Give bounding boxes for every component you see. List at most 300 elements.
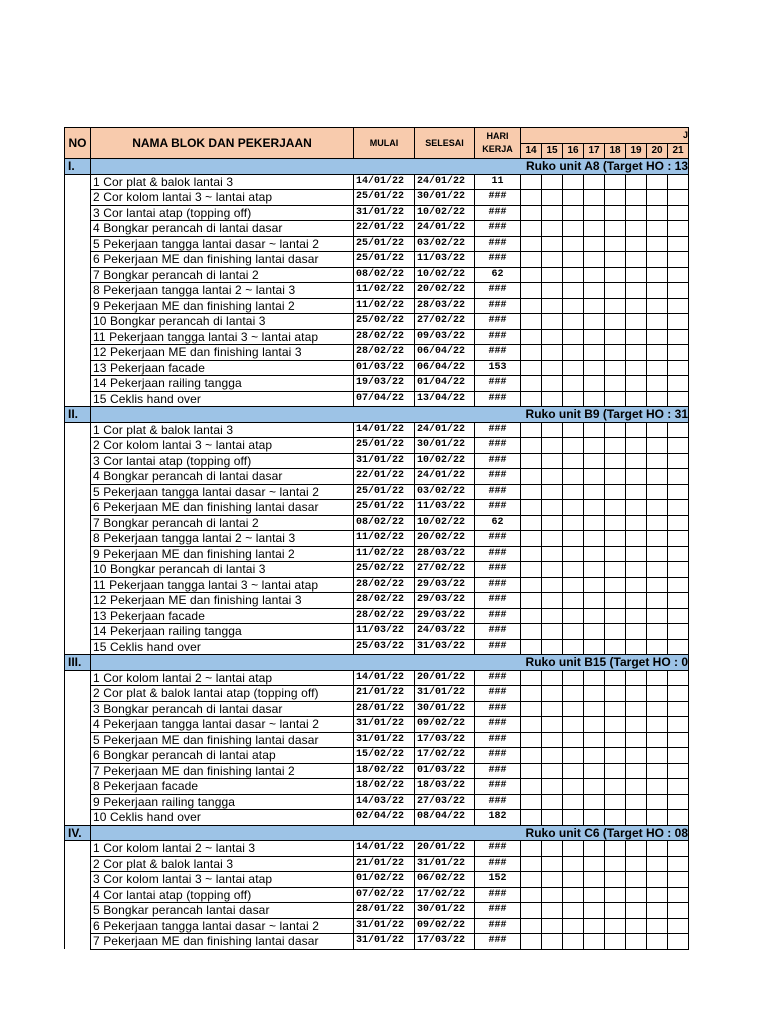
gantt-day-cell — [542, 531, 563, 547]
gantt-day-cell — [626, 732, 647, 748]
task-no-cell — [65, 469, 91, 485]
gantt-day-cell — [626, 810, 647, 826]
gantt-day-cell — [605, 376, 626, 392]
gantt-day-cell — [626, 763, 647, 779]
section-title: Ruko unit A8 (Target HO : 13 — [91, 159, 689, 175]
gantt-day-cell — [626, 500, 647, 516]
gantt-day-cell — [605, 453, 626, 469]
task-work-days: ### — [475, 717, 521, 733]
task-end-date: 24/03/22 — [415, 624, 475, 640]
task-no-cell — [65, 345, 91, 361]
task-start-date: 31/01/22 — [354, 732, 415, 748]
gantt-day-cell — [605, 701, 626, 717]
gantt-day-cell — [521, 252, 542, 268]
task-row — [65, 732, 689, 748]
gantt-day-cell — [563, 639, 584, 655]
task-name: 12 Pekerjaan ME dan finishing lantai 3 — [91, 593, 354, 609]
task-row — [65, 531, 689, 547]
gantt-day-cell — [584, 717, 605, 733]
task-name: 8 Pekerjaan tangga lantai 2 ~ lantai 3 — [91, 531, 354, 547]
gantt-day-cell — [542, 252, 563, 268]
task-name: 15 Ceklis hand over — [91, 391, 354, 407]
gantt-day-cell — [626, 469, 647, 485]
gantt-day-cell — [563, 732, 584, 748]
gantt-day-cell — [521, 841, 542, 857]
task-no-cell — [65, 546, 91, 562]
gantt-day-cell — [542, 314, 563, 330]
task-name: 8 Pekerjaan tangga lantai 2 ~ lantai 3 — [91, 283, 354, 299]
gantt-day-cell — [605, 639, 626, 655]
gantt-day-cell — [668, 546, 689, 562]
gantt-day-cell — [647, 562, 668, 578]
gantt-day-cell — [668, 329, 689, 345]
task-row — [65, 670, 689, 686]
task-row — [65, 872, 689, 888]
gantt-day-cell — [605, 391, 626, 407]
header-day: 14 — [521, 143, 542, 159]
gantt-day-cell — [542, 298, 563, 314]
task-name: 10 Bongkar perancah di lantai 3 — [91, 314, 354, 330]
gantt-day-cell — [563, 624, 584, 640]
gantt-day-cell — [668, 531, 689, 547]
gantt-day-cell — [584, 500, 605, 516]
gantt-day-cell — [605, 608, 626, 624]
task-work-days: ### — [475, 469, 521, 485]
task-start-date: 25/01/22 — [354, 236, 415, 252]
task-start-date: 25/01/22 — [354, 190, 415, 206]
task-work-days: ### — [475, 252, 521, 268]
task-row — [65, 856, 689, 872]
task-end-date: 28/03/22 — [415, 298, 475, 314]
task-work-days: 11 — [475, 174, 521, 190]
task-start-date: 25/01/22 — [354, 438, 415, 454]
task-work-days: ### — [475, 221, 521, 237]
schedule-table — [64, 127, 689, 950]
task-name: 6 Pekerjaan tangga lantai dasar ~ lantai 2 — [91, 918, 354, 934]
gantt-day-cell — [521, 531, 542, 547]
task-start-date: 31/01/22 — [354, 453, 415, 469]
gantt-day-cell — [647, 500, 668, 516]
gantt-day-cell — [584, 918, 605, 934]
task-name: 5 Pekerjaan ME dan finishing lantai dasar — [91, 732, 354, 748]
task-name: 10 Ceklis hand over — [91, 810, 354, 826]
task-end-date: 24/01/22 — [415, 174, 475, 190]
task-work-days: ### — [475, 531, 521, 547]
gantt-day-cell — [563, 763, 584, 779]
task-no-cell — [65, 856, 91, 872]
task-row — [65, 236, 689, 252]
gantt-day-cell — [668, 593, 689, 609]
gantt-day-cell — [584, 810, 605, 826]
gantt-day-cell — [521, 856, 542, 872]
task-work-days: ### — [475, 763, 521, 779]
gantt-day-cell — [542, 856, 563, 872]
task-start-date: 07/04/22 — [354, 391, 415, 407]
gantt-day-cell — [563, 345, 584, 361]
gantt-day-cell — [605, 732, 626, 748]
gantt-day-cell — [626, 329, 647, 345]
header-day: 15 — [542, 143, 563, 159]
task-name: 3 Cor lantai atap (topping off) — [91, 205, 354, 221]
gantt-day-cell — [626, 934, 647, 950]
gantt-day-cell — [626, 438, 647, 454]
task-name: 12 Pekerjaan ME dan finishing lantai 3 — [91, 345, 354, 361]
gantt-day-cell — [626, 686, 647, 702]
gantt-day-cell — [647, 794, 668, 810]
task-work-days: ### — [475, 841, 521, 857]
task-work-days: ### — [475, 779, 521, 795]
gantt-day-cell — [521, 174, 542, 190]
task-no-cell — [65, 314, 91, 330]
task-row — [65, 314, 689, 330]
gantt-day-cell — [647, 484, 668, 500]
gantt-day-cell — [563, 608, 584, 624]
gantt-day-cell — [542, 577, 563, 593]
gantt-day-cell — [668, 391, 689, 407]
gantt-day-cell — [584, 360, 605, 376]
task-row — [65, 624, 689, 640]
gantt-day-cell — [626, 918, 647, 934]
gantt-day-cell — [647, 748, 668, 764]
section-number: IV. — [65, 825, 91, 841]
task-end-date: 09/03/22 — [415, 329, 475, 345]
gantt-day-cell — [521, 794, 542, 810]
gantt-day-cell — [584, 779, 605, 795]
task-end-date: 09/02/22 — [415, 717, 475, 733]
gantt-day-cell — [521, 298, 542, 314]
gantt-day-cell — [626, 391, 647, 407]
task-work-days: ### — [475, 205, 521, 221]
task-no-cell — [65, 794, 91, 810]
section-number: III. — [65, 655, 91, 671]
gantt-day-cell — [542, 732, 563, 748]
gantt-day-cell — [563, 577, 584, 593]
task-name: 14 Pekerjaan railing tangga — [91, 624, 354, 640]
gantt-day-cell — [626, 345, 647, 361]
gantt-day-cell — [542, 453, 563, 469]
task-no-cell — [65, 608, 91, 624]
task-row — [65, 484, 689, 500]
gantt-day-cell — [647, 391, 668, 407]
gantt-day-cell — [563, 205, 584, 221]
gantt-day-cell — [521, 205, 542, 221]
task-end-date: 11/03/22 — [415, 500, 475, 516]
gantt-day-cell — [542, 190, 563, 206]
gantt-day-cell — [563, 252, 584, 268]
gantt-day-cell — [542, 779, 563, 795]
task-name: 14 Pekerjaan railing tangga — [91, 376, 354, 392]
section-title: Ruko unit B9 (Target HO : 31 — [91, 407, 689, 423]
gantt-day-cell — [626, 531, 647, 547]
task-no-cell — [65, 376, 91, 392]
gantt-day-cell — [563, 391, 584, 407]
task-start-date: 25/03/22 — [354, 639, 415, 655]
task-work-days: ### — [475, 887, 521, 903]
task-name: 5 Pekerjaan tangga lantai dasar ~ lantai 2 — [91, 484, 354, 500]
task-name: 10 Bongkar perancah di lantai 3 — [91, 562, 354, 578]
task-no-cell — [65, 918, 91, 934]
gantt-day-cell — [542, 267, 563, 283]
gantt-day-cell — [668, 267, 689, 283]
task-work-days: ### — [475, 500, 521, 516]
gantt-day-cell — [542, 639, 563, 655]
gantt-day-cell — [521, 639, 542, 655]
header-day: 18 — [605, 143, 626, 159]
gantt-day-cell — [647, 469, 668, 485]
gantt-day-cell — [626, 252, 647, 268]
task-start-date: 14/01/22 — [354, 422, 415, 438]
task-start-date: 28/02/22 — [354, 329, 415, 345]
task-row — [65, 918, 689, 934]
gantt-day-cell — [521, 732, 542, 748]
task-no-cell — [65, 484, 91, 500]
task-row — [65, 887, 689, 903]
task-row — [65, 810, 689, 826]
task-row — [65, 794, 689, 810]
gantt-day-cell — [626, 453, 647, 469]
gantt-day-cell — [647, 314, 668, 330]
gantt-day-cell — [563, 515, 584, 531]
task-work-days: ### — [475, 314, 521, 330]
gantt-day-cell — [542, 205, 563, 221]
gantt-day-cell — [668, 763, 689, 779]
gantt-day-cell — [542, 283, 563, 299]
task-start-date: 25/01/22 — [354, 252, 415, 268]
gantt-day-cell — [563, 872, 584, 888]
task-row — [65, 221, 689, 237]
task-no-cell — [65, 639, 91, 655]
gantt-day-cell — [521, 453, 542, 469]
gantt-day-cell — [542, 701, 563, 717]
task-start-date: 31/01/22 — [354, 934, 415, 950]
gantt-day-cell — [584, 903, 605, 919]
task-end-date: 18/03/22 — [415, 779, 475, 795]
task-end-date: 28/03/22 — [415, 546, 475, 562]
section-title: Ruko unit B15 (Target HO : 0 — [91, 655, 689, 671]
task-name: 6 Pekerjaan ME dan finishing lantai dasar — [91, 252, 354, 268]
gantt-day-cell — [605, 934, 626, 950]
task-no-cell — [65, 577, 91, 593]
task-work-days: 182 — [475, 810, 521, 826]
gantt-day-cell — [605, 298, 626, 314]
task-start-date: 22/01/22 — [354, 221, 415, 237]
task-work-days: ### — [475, 190, 521, 206]
task-row — [65, 298, 689, 314]
task-end-date: 17/03/22 — [415, 732, 475, 748]
task-row — [65, 283, 689, 299]
gantt-day-cell — [542, 763, 563, 779]
gantt-day-cell — [647, 360, 668, 376]
section-number: II. — [65, 407, 91, 423]
gantt-day-cell — [584, 531, 605, 547]
task-end-date: 29/03/22 — [415, 608, 475, 624]
task-row — [65, 717, 689, 733]
task-name: 3 Cor kolom lantai 3 ~ lantai atap — [91, 872, 354, 888]
gantt-day-cell — [626, 841, 647, 857]
task-start-date: 14/01/22 — [354, 670, 415, 686]
gantt-day-cell — [563, 748, 584, 764]
task-work-days: ### — [475, 748, 521, 764]
gantt-day-cell — [626, 872, 647, 888]
gantt-day-cell — [584, 686, 605, 702]
gantt-day-cell — [542, 422, 563, 438]
task-start-date: 31/01/22 — [354, 205, 415, 221]
gantt-day-cell — [668, 732, 689, 748]
gantt-day-cell — [584, 593, 605, 609]
gantt-day-cell — [521, 236, 542, 252]
task-start-date: 28/02/22 — [354, 608, 415, 624]
task-no-cell — [65, 717, 91, 733]
gantt-day-cell — [605, 267, 626, 283]
task-end-date: 31/01/22 — [415, 856, 475, 872]
gantt-day-cell — [563, 686, 584, 702]
gantt-day-cell — [584, 701, 605, 717]
gantt-day-cell — [563, 376, 584, 392]
task-start-date: 21/01/22 — [354, 686, 415, 702]
task-row — [65, 422, 689, 438]
gantt-day-cell — [626, 267, 647, 283]
task-end-date: 11/03/22 — [415, 252, 475, 268]
task-work-days: ### — [475, 639, 521, 655]
gantt-day-cell — [605, 205, 626, 221]
gantt-day-cell — [605, 469, 626, 485]
task-name: 3 Cor lantai atap (topping off) — [91, 453, 354, 469]
gantt-day-cell — [605, 360, 626, 376]
header-selesai: SELESAI — [415, 128, 475, 159]
task-no-cell — [65, 872, 91, 888]
task-no-cell — [65, 515, 91, 531]
gantt-day-cell — [563, 267, 584, 283]
task-row — [65, 562, 689, 578]
task-row — [65, 500, 689, 516]
gantt-day-cell — [521, 546, 542, 562]
gantt-day-cell — [521, 438, 542, 454]
task-end-date: 10/02/22 — [415, 515, 475, 531]
gantt-day-cell — [647, 438, 668, 454]
gantt-day-cell — [668, 515, 689, 531]
gantt-day-cell — [521, 763, 542, 779]
task-no-cell — [65, 531, 91, 547]
gantt-day-cell — [668, 221, 689, 237]
task-row — [65, 190, 689, 206]
gantt-day-cell — [521, 872, 542, 888]
task-start-date: 08/02/22 — [354, 515, 415, 531]
gantt-day-cell — [521, 686, 542, 702]
task-work-days: ### — [475, 236, 521, 252]
gantt-day-cell — [563, 329, 584, 345]
task-row — [65, 360, 689, 376]
gantt-day-cell — [584, 252, 605, 268]
task-start-date: 28/01/22 — [354, 903, 415, 919]
gantt-day-cell — [542, 221, 563, 237]
gantt-day-cell — [647, 686, 668, 702]
task-no-cell — [65, 190, 91, 206]
task-no-cell — [65, 670, 91, 686]
gantt-day-cell — [584, 841, 605, 857]
task-end-date: 30/01/22 — [415, 438, 475, 454]
task-no-cell — [65, 748, 91, 764]
task-end-date: 10/02/22 — [415, 267, 475, 283]
gantt-day-cell — [647, 283, 668, 299]
task-start-date: 11/02/22 — [354, 531, 415, 547]
gantt-day-cell — [605, 763, 626, 779]
task-end-date: 10/02/22 — [415, 453, 475, 469]
task-name: 4 Pekerjaan tangga lantai dasar ~ lantai 2 — [91, 717, 354, 733]
gantt-day-cell — [521, 422, 542, 438]
gantt-day-cell — [668, 236, 689, 252]
task-no-cell — [65, 236, 91, 252]
gantt-day-cell — [647, 298, 668, 314]
task-work-days: ### — [475, 732, 521, 748]
gantt-day-cell — [605, 515, 626, 531]
gantt-day-cell — [668, 779, 689, 795]
gantt-day-cell — [584, 748, 605, 764]
task-row — [65, 903, 689, 919]
task-start-date: 28/02/22 — [354, 593, 415, 609]
task-no-cell — [65, 252, 91, 268]
task-work-days: ### — [475, 577, 521, 593]
task-name: 11 Pekerjaan tangga lantai 3 ~ lantai atap — [91, 577, 354, 593]
gantt-day-cell — [521, 608, 542, 624]
task-name: 3 Bongkar perancah di lantai dasar — [91, 701, 354, 717]
gantt-day-cell — [647, 221, 668, 237]
gantt-day-cell — [584, 422, 605, 438]
gantt-day-cell — [521, 810, 542, 826]
gantt-day-cell — [584, 934, 605, 950]
gantt-day-cell — [563, 918, 584, 934]
task-name: 9 Pekerjaan railing tangga — [91, 794, 354, 810]
gantt-day-cell — [605, 546, 626, 562]
gantt-day-cell — [521, 593, 542, 609]
gantt-day-cell — [626, 546, 647, 562]
gantt-day-cell — [521, 345, 542, 361]
task-end-date: 01/03/22 — [415, 763, 475, 779]
gantt-day-cell — [521, 221, 542, 237]
task-name: 2 Cor kolom lantai 3 ~ lantai atap — [91, 438, 354, 454]
gantt-day-cell — [668, 500, 689, 516]
task-start-date: 14/03/22 — [354, 794, 415, 810]
task-row — [65, 686, 689, 702]
task-no-cell — [65, 438, 91, 454]
gantt-day-cell — [563, 934, 584, 950]
gantt-day-cell — [542, 794, 563, 810]
gantt-day-cell — [668, 810, 689, 826]
task-no-cell — [65, 841, 91, 857]
gantt-day-cell — [521, 500, 542, 516]
gantt-day-cell — [563, 469, 584, 485]
task-end-date: 03/02/22 — [415, 484, 475, 500]
task-name: 13 Pekerjaan facade — [91, 608, 354, 624]
gantt-day-cell — [626, 562, 647, 578]
gantt-day-cell — [563, 887, 584, 903]
gantt-day-cell — [668, 903, 689, 919]
gantt-day-cell — [626, 314, 647, 330]
task-end-date: 20/02/22 — [415, 283, 475, 299]
gantt-day-cell — [626, 624, 647, 640]
task-row — [65, 469, 689, 485]
gantt-day-cell — [647, 174, 668, 190]
task-work-days: ### — [475, 608, 521, 624]
gantt-day-cell — [584, 624, 605, 640]
gantt-day-cell — [584, 546, 605, 562]
gantt-day-cell — [584, 221, 605, 237]
gantt-day-cell — [605, 236, 626, 252]
gantt-day-cell — [563, 810, 584, 826]
gantt-day-cell — [605, 686, 626, 702]
task-start-date: 19/03/22 — [354, 376, 415, 392]
gantt-day-cell — [563, 314, 584, 330]
task-name: 4 Cor lantai atap (topping off) — [91, 887, 354, 903]
